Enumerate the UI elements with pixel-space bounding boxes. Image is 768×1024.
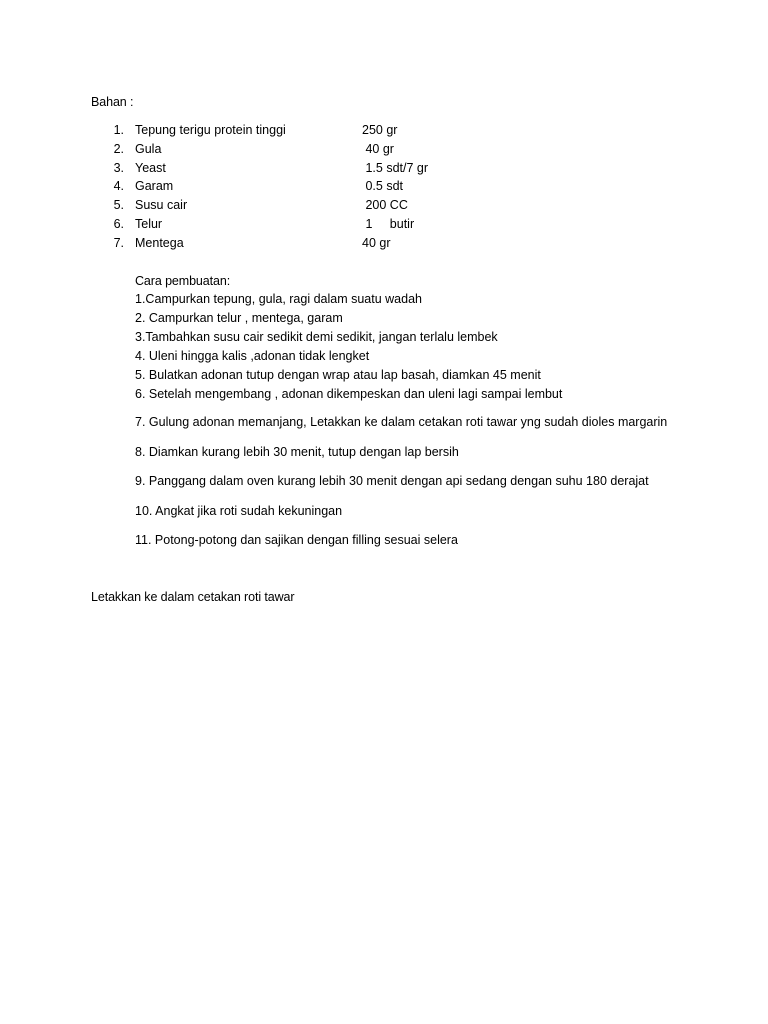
step-line: 9. Panggang dalam oven kurang lebih 30 menit dengan api sedang dengan suhu 180 derajat	[135, 474, 649, 488]
step-line: 11. Potong-potong dan sajikan dengan filling sesuai selera	[135, 533, 458, 547]
step-line: 2. Campurkan telur , mentega, garam	[135, 311, 343, 325]
method-steps-spaced	[135, 415, 667, 563]
ingredient-amount: 250 gr	[362, 123, 398, 137]
step-line: 3.Tambahkan susu cair sedikit demi sedikit, jangan terlalu lembek	[135, 330, 498, 344]
step-line: 7. Gulung adonan memanjang, Letakkan ke dalam cetakan roti tawar yng sudah dioles margarin	[135, 415, 668, 429]
ingredient-amount: 1.5 sdt/7 gr	[362, 160, 429, 175]
ingredient-name: Susu cair	[135, 198, 188, 213]
ingredient-amount: 0.5 sdt	[362, 179, 403, 194]
list-item	[0, 236, 768, 255]
ingredients-list	[0, 123, 768, 255]
item-number: 6.	[113, 216, 124, 231]
step-line: 6. Setelah mengembang , adonan dikempeskan dan uleni lagi sampai lembut	[135, 387, 563, 401]
item-number: 1.	[113, 123, 124, 137]
step-line: 1.Campurkan tepung, gula, ragi dalam suatu wadah	[135, 292, 422, 306]
method-heading: Cara pembuatan:	[135, 274, 231, 288]
ingredient-name: Yeast	[135, 160, 166, 175]
ingredient-name: Gula	[135, 141, 162, 156]
method-steps-compact	[135, 292, 562, 406]
ingredient-name: Tepung terigu protein tinggi	[135, 123, 286, 137]
ingredient-amount: 40 gr	[362, 235, 391, 250]
ingredient-name: Garam	[135, 179, 174, 194]
step-line: 8. Diamkan kurang lebih 30 menit, tutup dengan lap bersih	[135, 444, 459, 459]
footer-note: Letakkan ke dalam cetakan roti tawar	[91, 590, 295, 604]
list-item	[0, 198, 768, 217]
ingredients-heading: Bahan :	[91, 95, 134, 109]
item-number: 2.	[113, 141, 124, 156]
ingredient-name: Telur	[135, 216, 163, 231]
item-number: 7.	[113, 235, 124, 250]
list-item	[0, 123, 768, 142]
step-line: 5. Bulatkan adonan tutup dengan wrap atau lap basah, diamkan 45 menit	[135, 368, 541, 382]
ingredient-amount: 40 gr	[362, 141, 394, 156]
list-item	[0, 142, 768, 161]
ingredient-name: Mentega	[135, 235, 184, 250]
item-number: 4.	[113, 179, 124, 194]
list-item	[0, 179, 768, 198]
item-number: 5.	[113, 198, 124, 213]
ingredient-amount: 1 butir	[362, 216, 415, 231]
ingredient-amount: 200 CC	[362, 198, 408, 213]
item-number: 3.	[113, 160, 124, 175]
list-item	[0, 161, 768, 180]
step-line: 10. Angkat jika roti sudah kekuningan	[135, 503, 343, 518]
step-line: 4. Uleni hingga kalis ,adonan tidak lengket	[135, 349, 370, 363]
list-item	[0, 217, 768, 236]
